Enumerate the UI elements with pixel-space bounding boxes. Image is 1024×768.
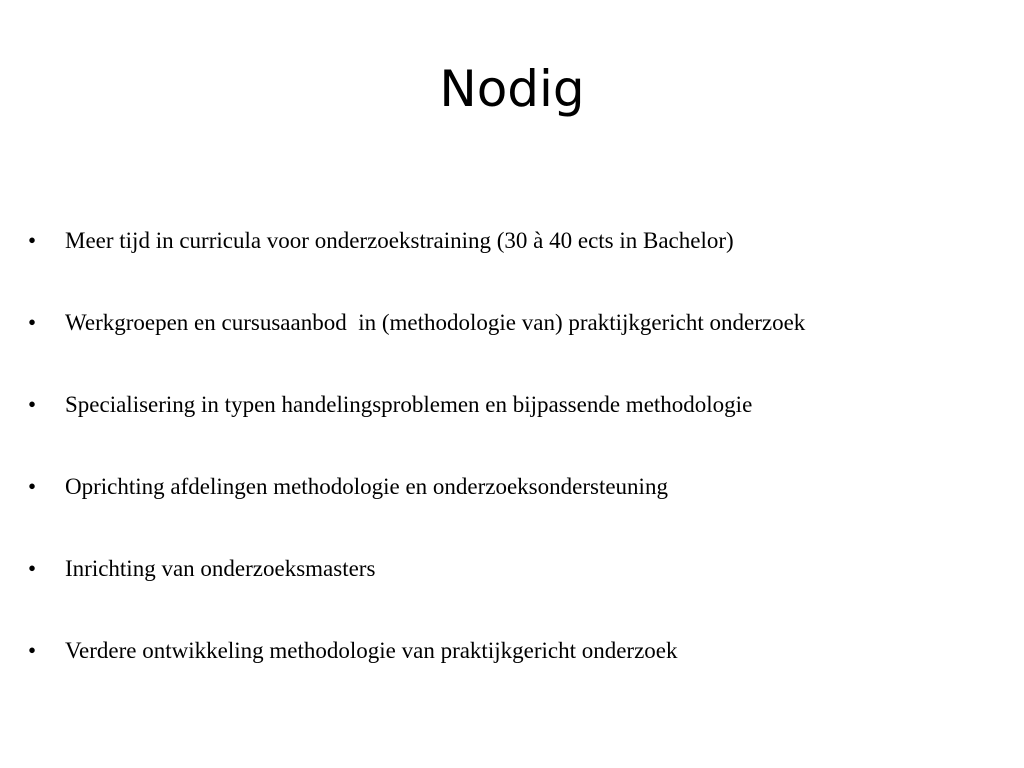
list-item <box>28 474 998 556</box>
list-item <box>28 392 998 474</box>
bullet-icon: • <box>28 474 37 499</box>
bullet-text: Inrichting van onderzoeksmasters <box>65 556 376 581</box>
bullet-text: Werkgroepen en cursusaanbod in (methodologie van) praktijkgericht onderzoek <box>65 310 806 335</box>
bullet-text: Meer tijd in curricula voor onderzoekstraining (30 à 40 ects in Bachelor) <box>65 228 734 253</box>
bullet-text: Oprichting afdelingen methodologie en onderzoeksondersteuning <box>65 474 668 499</box>
slide-title: Nodig <box>439 60 585 118</box>
list-item <box>28 638 998 720</box>
bullet-icon: • <box>28 638 37 663</box>
bullet-icon: • <box>28 228 37 253</box>
bullet-list <box>28 228 998 720</box>
bullet-icon: • <box>28 556 37 581</box>
list-item <box>28 310 998 392</box>
bullet-text: Specialisering in typen handelingsproblemen en bijpassende methodologie <box>65 392 753 417</box>
list-item <box>28 228 998 310</box>
bullet-text: Verdere ontwikkeling methodologie van praktijkgericht onderzoek <box>65 638 678 663</box>
bullet-icon: • <box>28 310 37 335</box>
bullet-icon: • <box>28 392 37 417</box>
list-item <box>28 556 998 638</box>
